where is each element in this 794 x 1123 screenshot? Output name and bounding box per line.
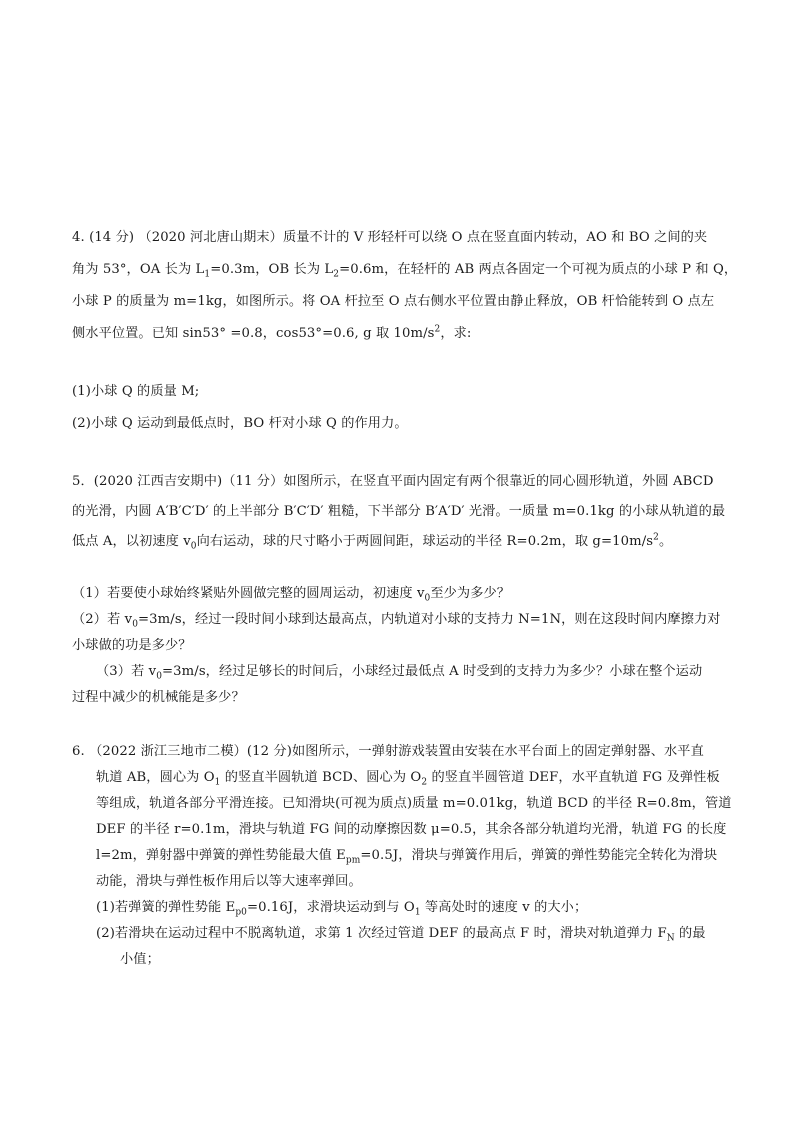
- q5-text-line-3: 低点 A，以初速度 $v_0$向右运动，球的尺寸略小于两圆间距，球运动的半径 R=0.2m，取 $g=10m/s^2$。: [72, 532, 673, 552]
- q4-text-line-4: 侧水平位置。已知 sin53° =0.8，cos53°=0.6, g 取 $10m/s^2$，求:: [72, 324, 472, 341]
- q4-text-line-1: 4. (14 分) （2020 河北唐山期末）质量不计的 V 形轻杆可以绕 O 点在竖直面内转动，AO 和 BO 之间的夹: [72, 230, 708, 245]
- q6-text-line-3: 等组成，轨道各部分平滑连接。已知滑块(可视为质点)质量 m=0.01kg，轨道 BCD 的半径 R=0.8m，管道: [96, 796, 732, 811]
- q5-subquestion-3-cont: 过程中减少的机械能是多少？: [72, 690, 245, 705]
- q6-text-line-1: 6. （2022 浙江三地市二模）(12 分)如图所示，一弹射游戏装置由安装在水平台面上的固定弹射器、水平直: [72, 744, 704, 759]
- q6-subquestion-2-cont: 小值；: [120, 952, 160, 967]
- q5-subquestion-1: （1）若要使小球始终紧贴外圆做完整的圆周运动，初速度 $v_0$至少为多少？: [72, 586, 511, 604]
- q4-subquestion-1: (1)小球 Q 的质量 M;: [72, 384, 200, 399]
- q5-subquestion-2-cont: 小球做的功是多少？: [72, 638, 192, 653]
- q4-text-line-2: 角为 53°，OA 长为 $L_1=0.3m$，OB 长为 $L_2=0.6m$，在轻杆的 AB 两点各固定一个可视为质点的小球 P 和 Q，: [72, 262, 738, 280]
- q4-subquestion-2: (2)小球 Q 运动到最低点时，BO 杆对小球 Q 的作用力。: [72, 416, 408, 431]
- q6-subquestion-1: (1)若弹簧的弹性势能 $E_{p0}=0.16J$，求滑块运动到与 $O_1$ 等高处时的速度 v 的大小；: [96, 900, 588, 918]
- q6-text-line-6: 动能，滑块与弹性板作用后以等大速率弹回。: [96, 874, 362, 889]
- q6-text-line-4: DEF 的半径 r=0.1m，滑块与轨道 FG 间的动摩擦因数 μ=0.5，其余各部分轨道均光滑，轨道 FG 的长度: [96, 822, 727, 837]
- q6-subquestion-2: (2)若滑块在运动过程中不脱离轨道，求第 1 次经过管道 DEF 的最高点 F 时，滑块对轨道弹力 $F_N$ 的最: [96, 926, 706, 944]
- q5-subquestion-3: （3）若 $v_0=3m/s$，经过足够长的时间后，小球经过最低点 A 时受到的支持力为多少？小球在整个运动: [96, 664, 703, 682]
- q5-subquestion-2: （2）若 $v_0=3m/s$，经过一段时间小球到达最高点，内轨道对小球的支持力 N=1N，则在这段时间内摩擦力对: [72, 612, 721, 630]
- q6-text-line-5: l=2m，弹射器中弹簧的弹性势能最大值 $E_{pm}=0.5J$，滑块与弹簧作用后，弹簧的弹性势能完全转化为滑块: [96, 848, 718, 866]
- q4-text-line-3: 小球 P 的质量为 m=1kg，如图所示。将 OA 杆拉至 O 点右侧水平位置由静止释放，OB 杆恰能转到 O 点左: [72, 294, 715, 309]
- q5-text-line-2: 的光滑，内圆 A′B′C′D′ 的上半部分 B′C′D′ 粗糙，下半部分 B′A′D′ 光滑。一质量 m=0.1kg 的小球从轨道的最: [72, 504, 726, 519]
- q6-text-line-2: 轨道 AB，圆心为 $O_1$ 的竖直半圆轨道 BCD、圆心为 $O_2$ 的竖直半圆管道 DEF，水平直轨道 FG 及弹性板: [96, 770, 720, 788]
- q5-text-line-1: 5．(2020 江西吉安期中)（11 分）如图所示，在竖直平面内固定有两个很靠近的同心圆形轨道，外圆 ABCD: [72, 474, 714, 489]
